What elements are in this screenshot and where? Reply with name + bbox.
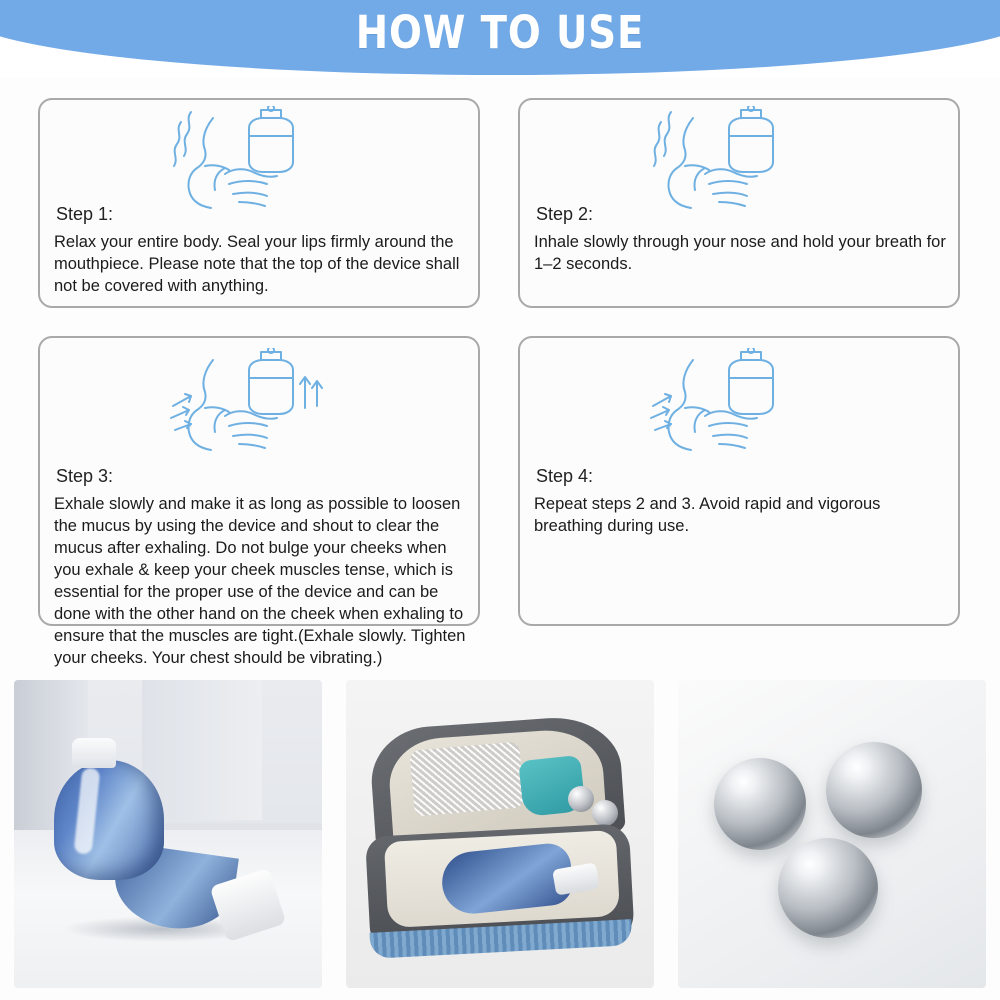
step-text: Repeat steps 2 and 3. Avoid rapid and vigorous breathing during use. [534,495,881,535]
step-card-1 [38,98,480,308]
step-card-3 [38,336,480,667]
step-text: Inhale slowly through your nose and hold your breath for 1–2 seconds. [534,233,946,273]
photo-steel-ball-1 [714,758,806,850]
product-photo-case [346,680,654,988]
photo-steel-ball-3 [778,838,878,938]
product-photo-device [14,680,322,988]
photo-case-steel-ball-1 [568,786,594,812]
photo-caption-case [346,680,347,681]
product-photo-steel-balls [678,680,986,988]
step-label: Step 2: [536,204,594,224]
photo-steel-ball-2 [826,742,922,838]
breathing-device-repeat-icon [609,348,869,460]
photo-device-body [54,760,164,880]
step-label: Step 3: [56,466,114,486]
photo-caption-steel-balls [678,680,679,681]
step-label: Step 1: [56,204,114,224]
step-text: Relax your entire body. Seal your lips firmly around the mouthpiece. Please note that the top of the device shall not be covered with anything. [54,233,460,295]
breathing-device-face-hand-icon [129,106,389,218]
product-photo-strip [0,680,1000,1000]
step-card-4 [518,336,960,626]
photo-case-mesh-pocket [409,741,524,816]
header-banner [0,0,1000,78]
breathing-device-inhale-icon [609,106,869,218]
step-label: Step 4: [536,466,594,486]
breathing-device-exhale-icon [129,348,389,460]
steps-section [0,78,1000,667]
step-text: Exhale slowly and make it as long as possible to loosen the mucus by using the device and shout to clear the mucus after exhaling. Do not bulge your cheeks when you exhale & keep your cheek muscles tense, which is essential for the proper use of the device and can be done with the other hand on the cheek when exhaling to ensure that the muscles are tight.(Exhale slowly. Tighten your cheeks. Your chest should be vibrating.) [54,495,466,667]
page-title: HOW TO USE [355,6,645,59]
step-card-2 [518,98,960,308]
photo-device-cap [72,738,116,768]
photo-case-steel-ball-2 [592,800,618,826]
